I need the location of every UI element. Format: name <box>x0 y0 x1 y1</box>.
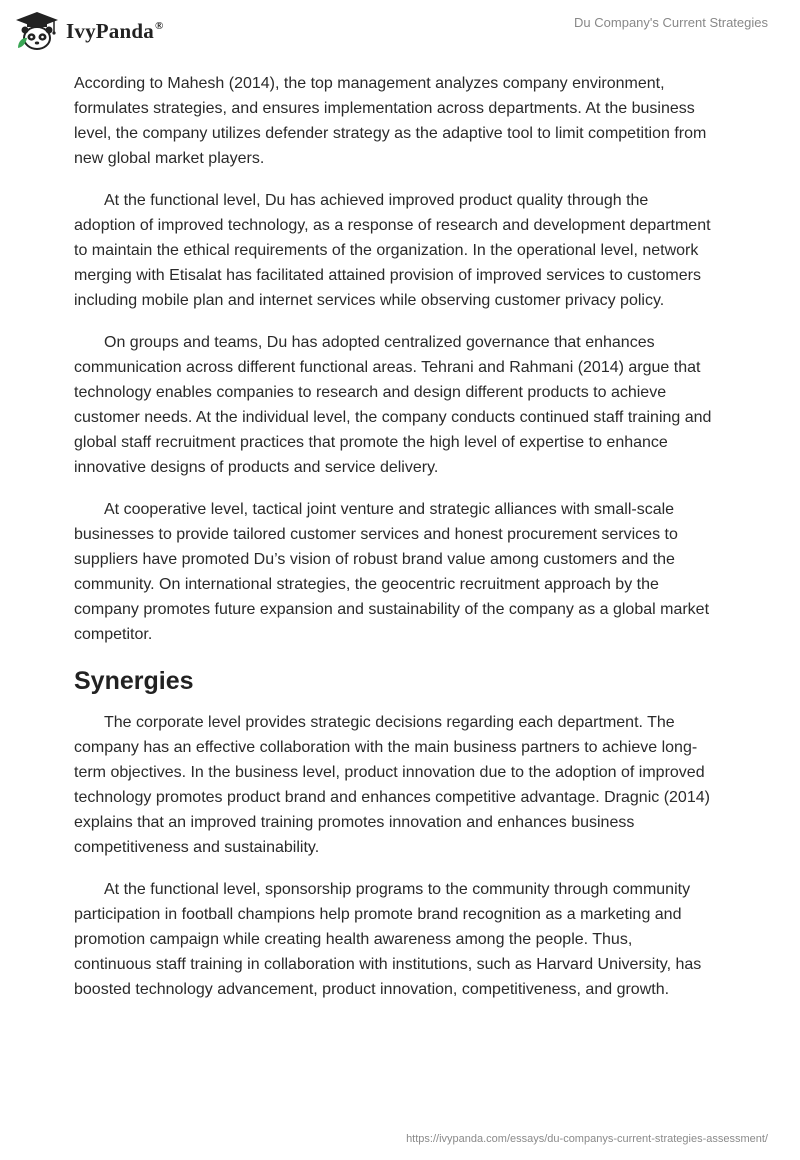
article-body <box>74 71 714 1019</box>
page-header <box>0 0 800 70</box>
section-heading-synergies: Synergies <box>74 667 194 695</box>
paragraph: According to Mahesh (2014), the top management analyzes company environment, formulates strategies, and ensures implementation across departments. At the business level, the company utilizes defender strategy as the adaptive tool to limit competition from new global market players. <box>74 75 707 167</box>
paragraph: The corporate level provides strategic decisions regarding each department. The company has an effective collaboration with the main business partners to achieve long-term objectives. In the business level, product innovation due to the adoption of improved technology promotes product brand and enhances competitive advantage. Dragnic (2014) explains that an improved training promotes innovation and enhances business competitiveness and sustainability. <box>74 714 710 856</box>
paragraph: On groups and teams, Du has adopted centralized governance that enhances communication across different functional areas. Tehrani and Rahmani (2014) argue that technology enables companies to research and design different products to achieve customer needs. At the individual level, the company conducts continued staff training and global staff recruitment practices that promote the high level of expertise to enhance innovative designs of products and service delivery. <box>74 334 712 476</box>
document-title: Du Company's Current Strategies <box>574 15 768 30</box>
paragraph: At the functional level, sponsorship programs to the community through community participation in football champions help promote brand recognition as a marketing and promotion campaign while creating health awareness among the people. Thus, continuous staff training in collaboration with institutions, such as Harvard University, has boosted technology advancement, product innovation, competitiveness, and growth. <box>74 881 702 998</box>
paragraph: At the functional level, Du has achieved improved product quality through the adoption of improved technology, as a response of research and development department to maintain the ethical requirements of the organization. In the operational level, network merging with Etisalat has facilitated attained provision of improved services to customers including mobile plan and internet services while observing customer privacy policy. <box>74 192 711 309</box>
ivypanda-logo[interactable] <box>14 10 163 52</box>
source-url-link[interactable]: https://ivypanda.com/essays/du-companys-current-strategies-assessment/ <box>406 1133 768 1145</box>
panda-graduate-icon <box>14 10 60 52</box>
brand-name: IvyPanda® <box>66 18 164 43</box>
paragraph: At cooperative level, tactical joint venture and strategic alliances with small-scale businesses to provide tailored customer services and honest procurement services to suppliers have promoted Du’s vision of robust brand value among customers and the community. On international strategies, the geocentric recruitment approach by the company promotes future expansion and sustainability of the company as a global market competitor. <box>74 501 710 643</box>
